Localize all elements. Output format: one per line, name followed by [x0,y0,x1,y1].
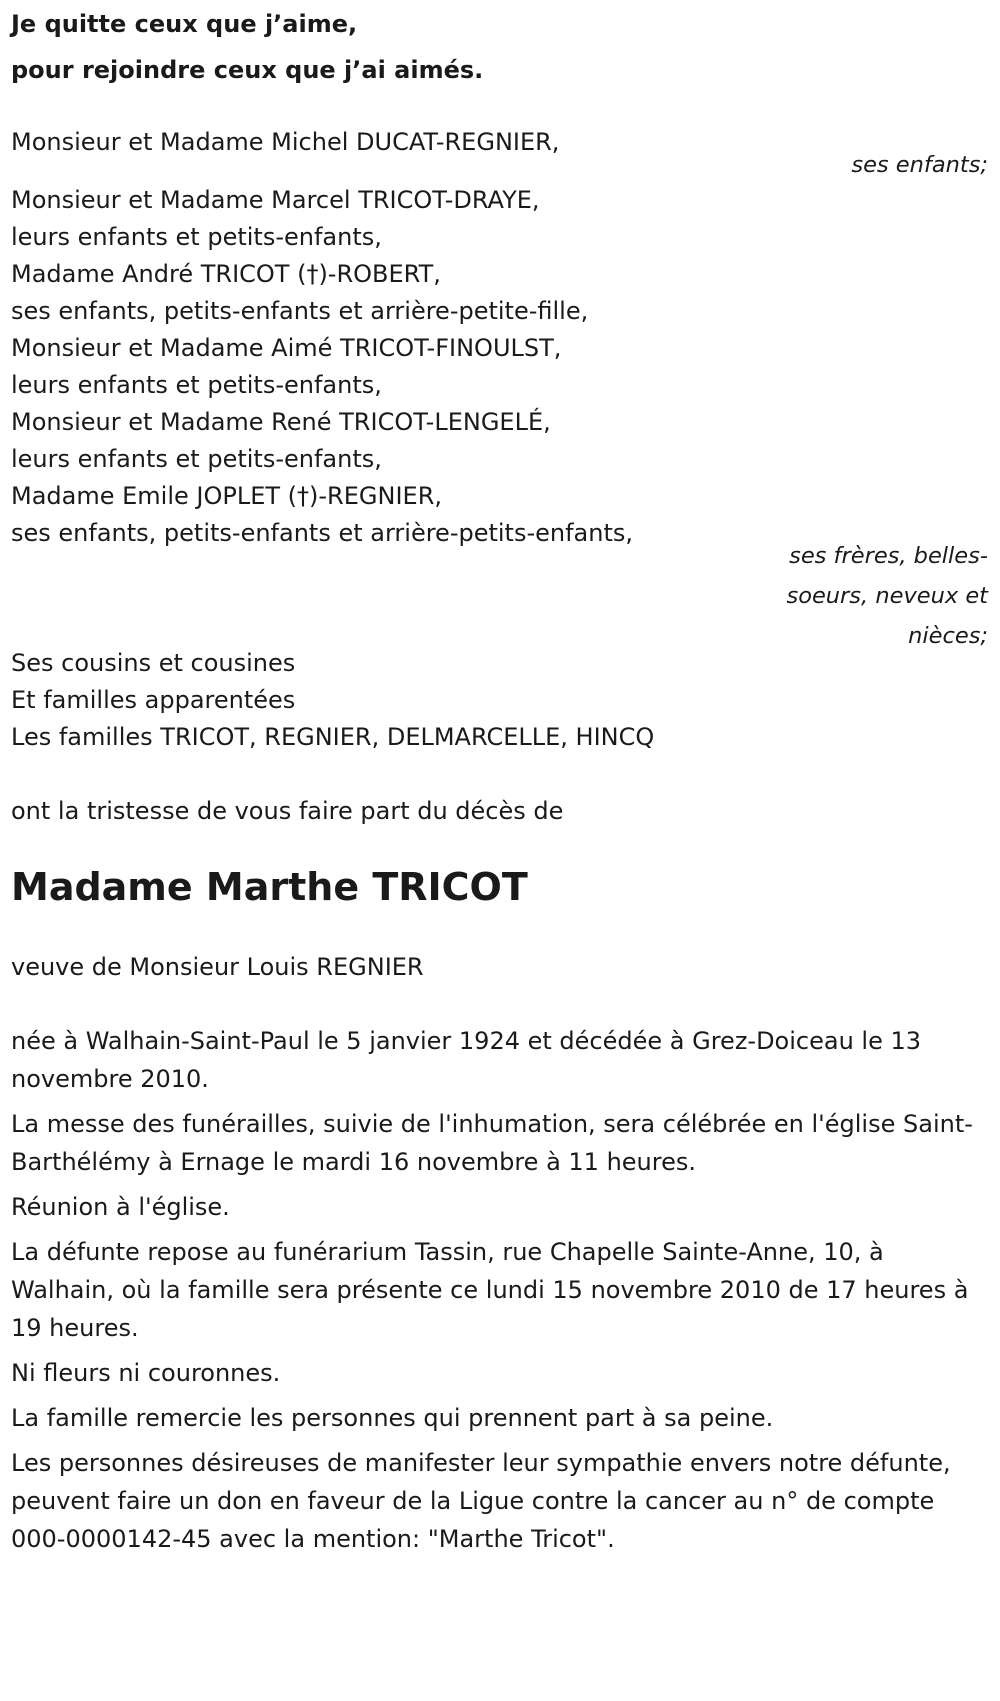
others-line-1: Ses cousins et cousines [11,649,296,677]
gathering-paragraph: Réunion à l'église. [11,1193,230,1221]
donation-paragraph: Les personnes désireuses de manifester leur sympathie envers notre défunte, peuvent faire un don en faveur de la Ligue contre la cancer au n° de compte 000-0000142-45 avec la mention: "Marthe Tricot". [11,1449,951,1553]
sibling-line-1: Monsieur et Madame Marcel TRICOT-DRAYE, [11,186,540,214]
birth-death-paragraph: née à Walhain-Saint-Paul le 5 janvier 1924 et décédée à Grez-Doiceau le 13 novembre 2010. [11,1027,922,1093]
sibling-line-2: leurs enfants et petits-enfants, [11,223,382,251]
others-line-3: Les familles TRICOT, REGNIER, DELMARCELLE, HINCQ [11,723,655,751]
sibling-line-8: leurs enfants et petits-enfants, [11,445,382,473]
sibling-line-10: ses enfants, petits-enfants et arrière-petits-enfants, [11,519,634,547]
thanks-paragraph: La famille remercie les personnes qui prennent part à sa peine. [11,1404,774,1432]
funeral-paragraph: La messe des funérailles, suivie de l'inhumation, sera célébrée en l'église Saint-Barthélémy à Ernage le mardi 16 novembre à 11 heures. [11,1110,973,1176]
sibling-line-4: ses enfants, petits-enfants et arrière-petite-fille, [11,297,589,325]
epigraph-line-2: pour rejoindre ceux que j’ai aimés. [11,56,484,84]
siblings-relation: ses frères, belles-soeurs, neveux et nièces; [786,543,988,649]
children-line: Monsieur et Madame Michel DUCAT-REGNIER, [11,128,560,156]
sibling-line-5: Monsieur et Madame Aimé TRICOT-FINOULST, [11,334,562,362]
others-line-2: Et familles apparentées [11,686,296,714]
no-flowers-paragraph: Ni fleurs ni couronnes. [11,1359,281,1387]
sibling-line-6: leurs enfants et petits-enfants, [11,371,382,399]
sibling-line-7: Monsieur et Madame René TRICOT-LENGELÉ, [11,408,551,436]
deceased-spouse: veuve de Monsieur Louis REGNIER [11,953,424,981]
epigraph-line-1: Je quitte ceux que j’aime, [11,10,358,38]
children-relation: ses enfants; [851,152,988,178]
deceased-name: Madame Marthe TRICOT [11,865,528,909]
announcement: ont la tristesse de vous faire part du décès de [11,797,564,825]
funerarium-paragraph: La défunte repose au funérarium Tassin, rue Chapelle Sainte-Anne, 10, à Walhain, où la famille sera présente ce lundi 15 novembre 2010 de 17 heures à 19 heures. [11,1238,969,1342]
sibling-line-3: Madame André TRICOT (†)-ROBERT, [11,260,441,288]
sibling-line-9: Madame Emile JOPLET (†)-REGNIER, [11,482,442,510]
